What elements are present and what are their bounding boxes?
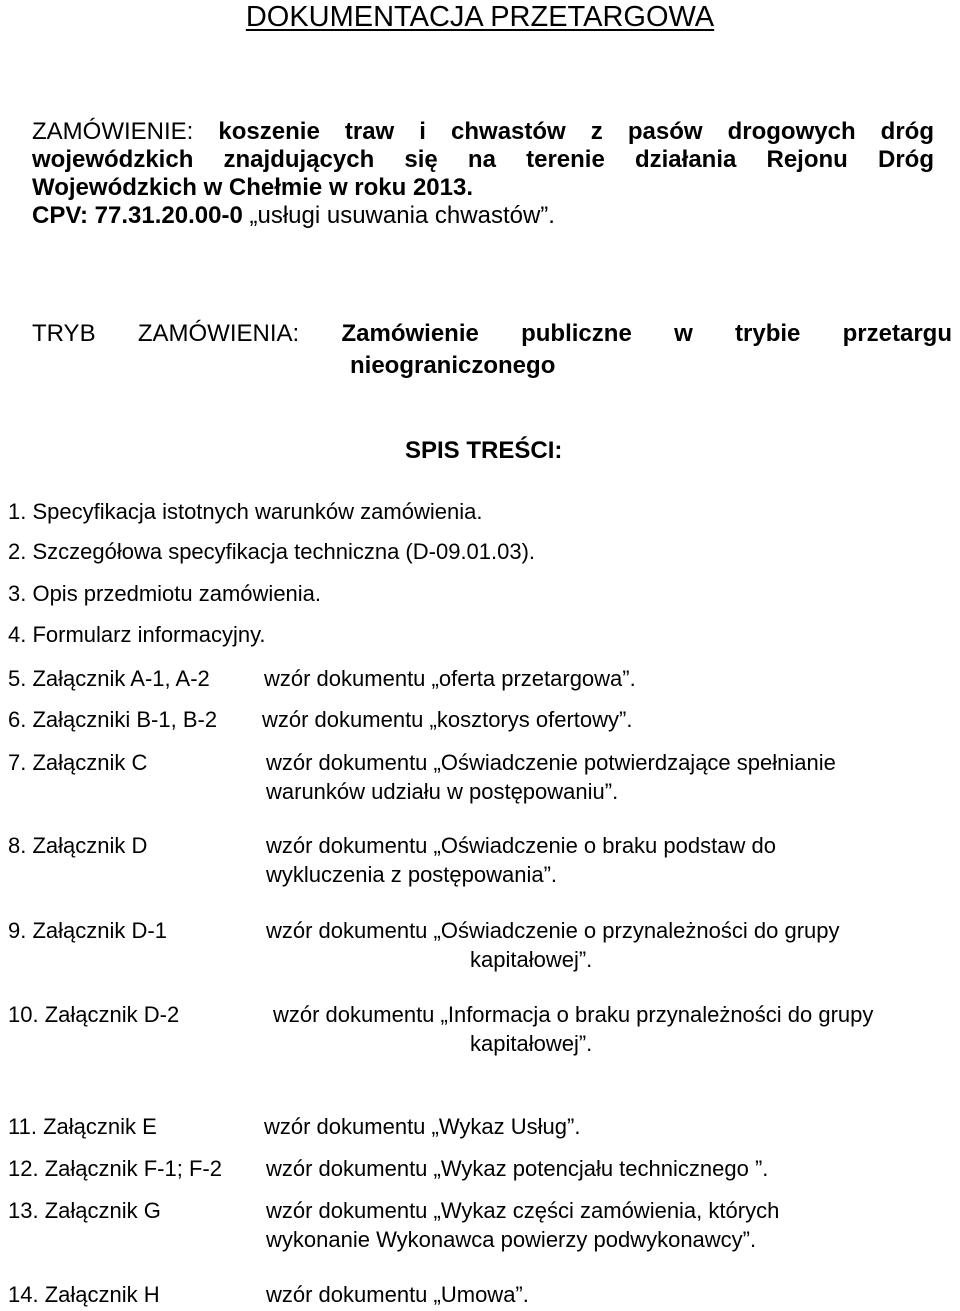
toc-item-label: 5. Załącznik A-1, A-2 — [8, 666, 210, 691]
document-title: DOKUMENTACJA PRZETARGOWA — [245, 1, 715, 33]
order-text-1: koszenie traw i chwastów z pasów drogowych dróg — [218, 118, 934, 145]
mode-text-2: nieograniczonego — [350, 352, 556, 379]
toc-item-label: 3. Opis przedmiotu zamówienia. — [8, 581, 322, 606]
toc-item-desc: wzór dokumentu „Wykaz potencjału technicznego ”. — [266, 1156, 769, 1181]
toc-item-label: 11. Załącznik E — [8, 1114, 157, 1139]
mode-label: TRYB ZAMÓWIENIA: — [32, 320, 300, 347]
toc-item-label: 4. Formularz informacyjny. — [8, 622, 266, 647]
order-text-3: Wojewódzkich w Chełmie w roku 2013. — [32, 174, 474, 201]
toc-item-desc: wzór dokumentu „Informacja o braku przynależności do grupy — [273, 1002, 874, 1027]
toc-item-desc: wzór dokumentu „kosztorys ofertowy”. — [262, 707, 633, 732]
toc-item-desc-cont: wykonanie Wykonawca powierzy podwykonawcy”. — [266, 1227, 757, 1252]
toc-item-label: 6. Załączniki B-1, B-2 — [8, 707, 218, 732]
toc-item-label: 1. Specyfikacja istotnych warunków zamówienia. — [8, 499, 483, 524]
toc-item-label: 13. Załącznik G — [8, 1198, 161, 1223]
toc-item-desc: wzór dokumentu „Wykaz części zamówienia, których — [266, 1198, 780, 1223]
toc-item-desc-cont: warunków udziału w postępowaniu”. — [266, 779, 619, 804]
toc-item-desc: wzór dokumentu „Oświadczenie o braku podstaw do — [266, 833, 776, 858]
cpv-text: „usługi usuwania chwastów”. — [249, 202, 555, 229]
toc-item-desc: wzór dokumentu „oferta przetargowa”. — [264, 666, 636, 691]
toc-item-label: 7. Załącznik C — [8, 750, 148, 775]
order-label: ZAMÓWIENIE: — [32, 118, 194, 145]
toc-item-label: 14. Załącznik H — [8, 1282, 160, 1307]
cpv-code: CPV: 77.31.20.00-0 — [32, 202, 243, 229]
order-text-2: wojewódzkich znajdujących się na terenie działania Rejonu Dróg — [32, 146, 934, 173]
toc-item-label: 12. Załącznik F-1; F-2 — [8, 1156, 222, 1181]
toc-heading: SPIS TREŚCI: — [405, 437, 563, 464]
toc-item-desc: wzór dokumentu „Wykaz Usług”. — [264, 1114, 581, 1139]
toc-item-label: 8. Załącznik D — [8, 833, 148, 858]
toc-item-desc: wzór dokumentu „Oświadczenie o przynależności do grupy — [266, 918, 840, 943]
toc-item-label: 2. Szczegółowa specyfikacja techniczna (D-09.01.03). — [8, 539, 536, 564]
toc-item-desc: wzór dokumentu „Umowa”. — [266, 1282, 529, 1307]
toc-item-label: 10. Załącznik D-2 — [8, 1002, 180, 1027]
toc-item-desc: wzór dokumentu „Oświadczenie potwierdzające spełnianie — [266, 750, 836, 775]
toc-item-desc-cont: kapitałowej”. — [470, 947, 593, 972]
toc-item-desc-cont: wykluczenia z postępowania”. — [266, 862, 558, 887]
toc-item-label: 9. Załącznik D-1 — [8, 918, 167, 943]
toc-item-desc-cont: kapitałowej”. — [470, 1031, 593, 1056]
mode-text-1: Zamówienie publiczne w trybie przetargu — [341, 320, 952, 347]
